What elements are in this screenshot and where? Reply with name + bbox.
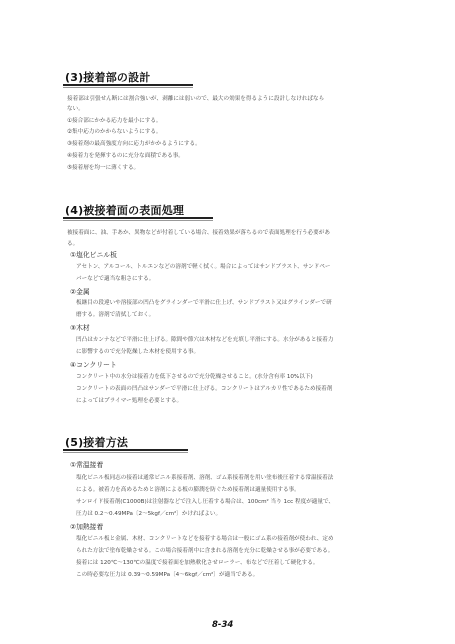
s3-line-1: 接着部は引張せん断には割合強いが、剥離には弱いので、最大の効果を得るように設計しなければなら	[67, 96, 325, 102]
section-3-title: (3)接着部の設計	[65, 71, 151, 84]
s5-item-1-line-3: サンロイド接着剤(C1000B)は注射器などで注入し圧着する場合は、100cm² 当り 1cc 程度が適量で、	[76, 499, 335, 505]
s5-item-1-line-1: 塩化ビニル板同志の接着は通常ビニル系接着剤、溶剤、ゴム系接着剤を用い塗布後圧着する常温接着法	[76, 475, 334, 481]
s4-intro-2: る。	[67, 241, 79, 247]
s4-item-3-line-2: に影響するので充分乾燥した木材を使用する事。	[76, 349, 200, 355]
section-5-rule-thin	[63, 452, 188, 453]
s3-line-3: ①接合部にかかる応力を最小にする。	[67, 118, 162, 124]
s5-item-1-line-2: による。被着力を高めるためと溶剤による板の膨潤を防ぐため接着剤は適量使用する事。	[76, 487, 300, 493]
s5-item-2-line-1: 塩化ビニル板と金属、木材、コンクリートなどを接着する場合は一般にゴム系の接着剤が使われ、定め	[76, 536, 334, 542]
s4-item-1-line-2: パーなどで適当な粗さにする。	[76, 276, 155, 282]
s4-item-3-heading: ③木材	[70, 324, 90, 332]
page-number: 8-34	[212, 620, 234, 630]
section-4-rule-thin	[63, 220, 213, 221]
s4-item-1-line-1: アセトン、アルコール、トルエンなどの溶剤で軽く拭く。場合によってはサンドブラスト、サンドペー	[76, 264, 331, 270]
section-5-rule	[63, 449, 188, 451]
s4-intro-1: 被接着面に、油、手あか、異物などが付着している場合、接着効果が落ちるので表面処理を行う必要があ	[67, 230, 330, 236]
s3-line-5: ③接着剤の最高強度方向に応力がかかるようにする。	[67, 141, 201, 147]
s5-item-1-heading: ①常温接着	[70, 461, 104, 469]
s5-item-2-line-3: 接着には 120℃～130℃の温度で接着面を加熱軟化させローラー、布などで圧着して硬化する。	[76, 560, 319, 566]
s3-line-2: ない。	[67, 106, 84, 112]
s3-line-6: ④接着力を発揮するのに充分な面積である事。	[67, 153, 184, 159]
s5-item-2-line-4: この時必要な圧力は 0.39～0.59MPa〔4～6kgf／cm²〕が適当である。	[76, 572, 259, 578]
section-4-rule	[63, 217, 213, 219]
s4-item-4-line-3: によってはプライマー処理を必要とする。	[76, 398, 183, 404]
s4-item-4-heading: ④コンクリート	[70, 361, 117, 369]
section-4-title: (4)被接着面の表面処理	[65, 204, 185, 217]
s5-item-2-heading: ②加熱接着	[70, 523, 104, 531]
s4-item-3-line-1: 凹凸はカンナなどで平滑に仕上げる。隙間や節穴は木材などを充填し平滑にする。水分があると接着力	[76, 337, 334, 343]
s3-line-7: ⑤接着層を均一に薄くする。	[67, 165, 140, 171]
s4-item-2-line-1: 板継目の段違いや溶接部の凹凸をグラインダーで平滑に仕上げ、サンドブラスト又はグラインダーで研	[76, 300, 332, 306]
s5-item-1-line-4: 圧力は 0.2～0.49MPa〔2～5kgf／cm²〕かければよい。	[76, 511, 222, 517]
s4-item-1-heading: ①塩化ビニル板	[70, 251, 117, 259]
section-3-rule-thin	[63, 87, 193, 88]
s4-item-4-line-1: コンクリート中の水分は接着力を低下させるので充分乾燥させること。(水分含有率 10%以下)	[76, 374, 313, 380]
s3-line-4: ②集中応力のかからないようにする。	[67, 129, 162, 135]
s4-item-4-line-2: コンクリートの表面の凹凸はサンダーで平滑に仕上げる。コンクリートはアルカリ性であるため接着剤	[76, 386, 333, 392]
section-3-rule	[63, 84, 193, 86]
section-5-title: (5)接着方法	[65, 436, 129, 449]
s5-item-2-line-2: られた方法で塗布乾燥させる。この場合接着剤中に含まれる溶剤を充分に乾燥させる事が必要である。	[76, 548, 334, 554]
s4-item-2-line-2: 磨する。溶剤で清拭しておく。	[76, 312, 155, 318]
s4-item-2-heading: ②金属	[70, 288, 90, 296]
